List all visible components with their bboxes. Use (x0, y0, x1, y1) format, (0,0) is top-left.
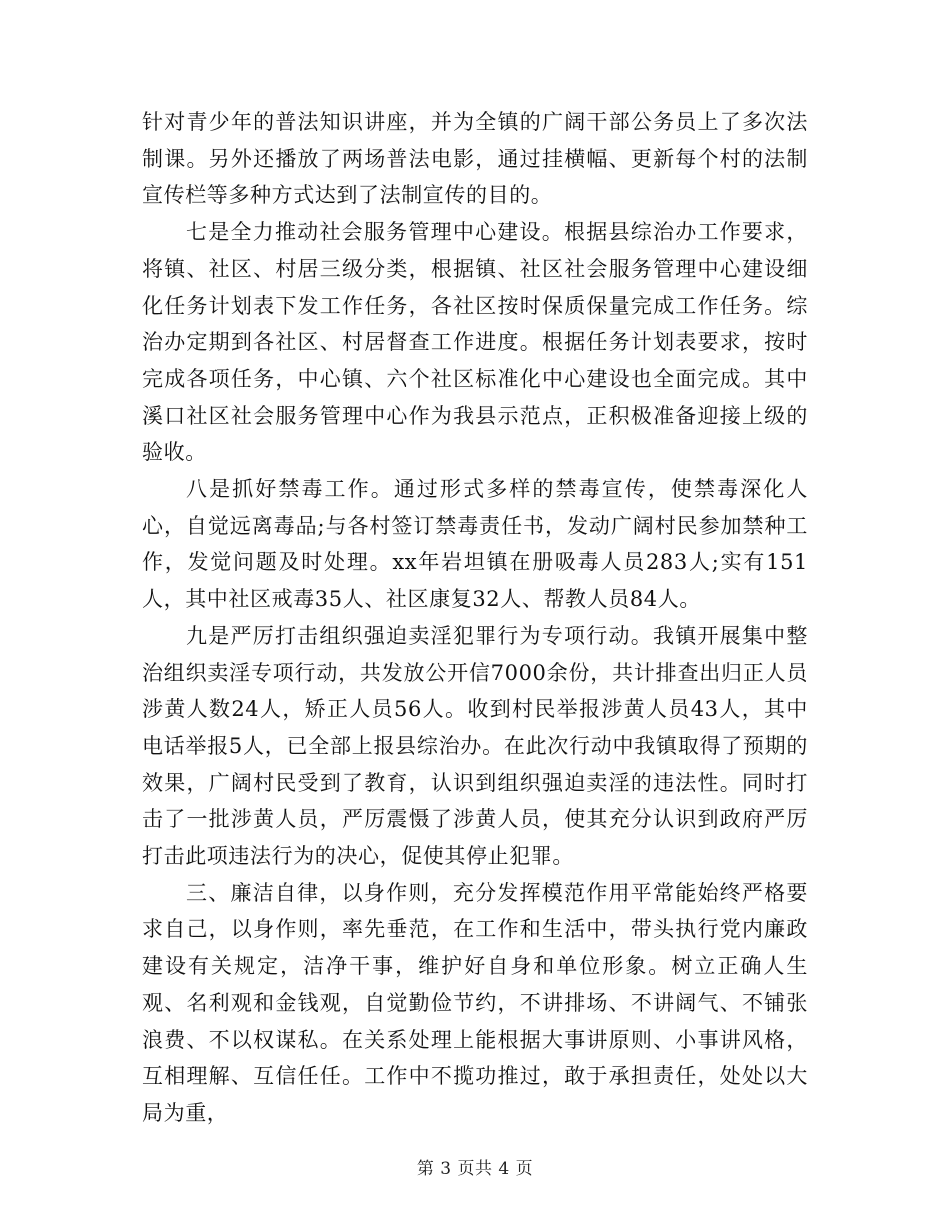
paragraph-section-3: 三、廉洁自律，以身作则，充分发挥模范作用平常能始终严格要求自己，以身作则，率先垂范，在工作和生活中，带头执行党内廉政建设有关规定，洁净干事，维护好自身和单位形象。树立正确人生观、名利观和金钱观，自觉勤俭节约，不讲排场、不讲阔气、不铺张浪费、不以权谋私。在关系处理上能根据大事讲原则、小事讲风格，互相理解、互信任任。工作中不揽功推过，敢于承担责任，处处以大局为重， (142, 880, 808, 1125)
paragraph-item-7: 七是全力推动社会服务管理中心建设。根据县综治办工作要求，将镇、社区、村居三级分类，根据镇、社区社会服务管理中心建设细化任务计划表下发工作任务，各社区按时保质保量完成工作任务。综治办定期到各社区、村居督查工作进度。根据任务计划表要求，按时完成各项任务，中心镇、六个社区标准化中心建设也全面完成。其中溪口社区社会服务管理中心作为我县示范点，正积极准备迎接上级的验收。 (142, 220, 808, 465)
document-body (142, 104, 808, 1132)
paragraph-continued: 针对青少年的普法知识讲座，并为全镇的广阔干部公务员上了多次法制课。另外还播放了两场普法电影，通过挂横幅、更新每个村的法制宣传栏等多种方式达到了法制宣传的目的。 (142, 110, 808, 208)
page-number-footer: 第 3 页共 4 页 (416, 1159, 534, 1179)
paragraph-item-9: 九是严厉打击组织强迫卖淫犯罪行为专项行动。我镇开展集中整治组织卖淫专项行动，共发放公开信7000余份，共计排查出归正人员涉黄人数24人，矫正人员56人。收到村民举报涉黄人员43人，其中电话举报5人，已全部上报县综治办。在此次行动中我镇取得了预期的效果，广阔村民受到了教育，认识到组织强迫卖淫的违法性。同时打击了一批涉黄人员，严厉震慑了涉黄人员，使其充分认识到政府严厉打击此项违法行为的决心，促使其停止犯罪。 (142, 623, 808, 869)
paragraph-item-8: 八是抓好禁毒工作。通过形式多样的禁毒宣传，使禁毒深化人心，自觉远离毒品;与各村签订禁毒责任书，发动广阔村民参加禁种工作，发觉问题及时处理。xx年岩坦镇在册吸毒人员283人;实有151人，其中社区戒毒35人、社区康复32人、帮教人员84人。 (142, 477, 808, 612)
